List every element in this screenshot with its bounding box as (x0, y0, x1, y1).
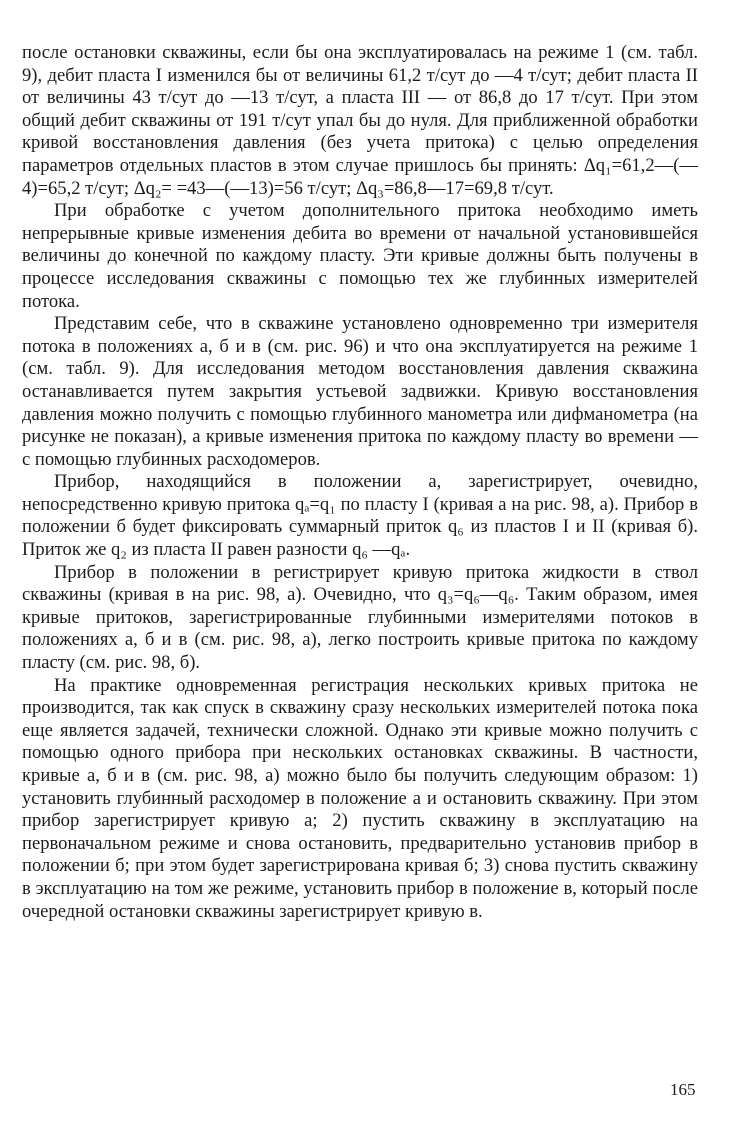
paragraph-5: Прибор в положении в регистрирует кривую притока жидкости в ствол скважины (кривая в на рис. 98, а). Очевидно, что q₃=q₆—q₆. Таким образом, имея кривые притоков, зарегистрированные глубинными измерителями потоков в положениях а, б и в (см. рис. 98, а), легко построить кривые притока по каждому пласту (см. рис. 98, б). (22, 561, 698, 674)
paragraph-6: На практике одновременная регистрация нескольких кривых притока не производится, так как спуск в скважину сразу нескольких измерителей потока пока еще является задачей, технически сложной. Однако эти кривые можно получить с помощью одного прибора при нескольких остановках скважины. В частности, кривые а, б и в (см. рис. 98, а) можно было бы получить следующим образом: 1) установить глубинный расходомер в положение а и остановить скважину. При этом прибор зарегистрирует кривую а; 2) пустить скважину в эксплуатацию на первоначальном режиме и снова остановить, предварительно установив прибор в положении б; при этом будет зарегистрирована кривая б; 3) снова пустить скважину в эксплуатацию на том же режиме, установить прибор в положение в, который после очередной остановки скважины зарегистрирует кривую в. (22, 674, 698, 922)
page-body (22, 42, 698, 923)
paragraph-3: Представим себе, что в скважине установлено одновременно три измерителя потока в положениях а, б и в (см. рис. 96) и что она эксплуатируется на режиме 1 (см. табл. 9). Для исследования методом восстановления давления скважина останавливается путем закрытия устьевой задвижки. Кривую восстановления давления можно получить с помощью глубинного манометра или дифманометра (на рисунке не показан), а кривые изменения притока по каждому пласту во времени — с помощью глубинных расходомеров. (22, 313, 698, 470)
page-number: 165 (670, 1080, 696, 1099)
paragraph-1-continuation: после остановки скважины, если бы она эксплуатировалась на режиме 1 (см. табл. 9), дебит пласта I изменился бы от величины 61,2 т/сут до —4 т/сут; дебит пласта II от величины 43 т/сут до —13 т/сут, а пласта III — от 86,8 до 17 т/сут. При этом общий дебит скважины от 191 т/сут упал бы до нуля. Для приближенной обработки кривой восстановления давления (без учета притока) с целью определения параметров отдельных пластов в этом случае пришлось бы принять: Δq₁=61,2—(—4)=65,2 т/сут; Δq₂= =43—(—13)=56 т/сут; Δq₃=86,8—17=69,8 т/сут. (22, 42, 698, 199)
paragraph-4: Прибор, находящийся в положении а, зарегистрирует, очевидно, непосредственно кривую притока qₐ=q₁ по пласту I (кривая а на рис. 98, а). Прибор в положении б будет фиксировать суммарный приток q₆ из пластов I и II (кривая б). Приток же q₂ из пласта II равен разности q₆ —qₐ. (22, 471, 698, 561)
paragraph-2: При обработке с учетом дополнительного притока необходимо иметь непрерывные кривые изменения дебита во времени от начальной установившейся величины до конечной по каждому пласту. Эти кривые должны быть получены в процессе исследования скважины с помощью тех же глубинных измерителей потока. (22, 200, 698, 312)
